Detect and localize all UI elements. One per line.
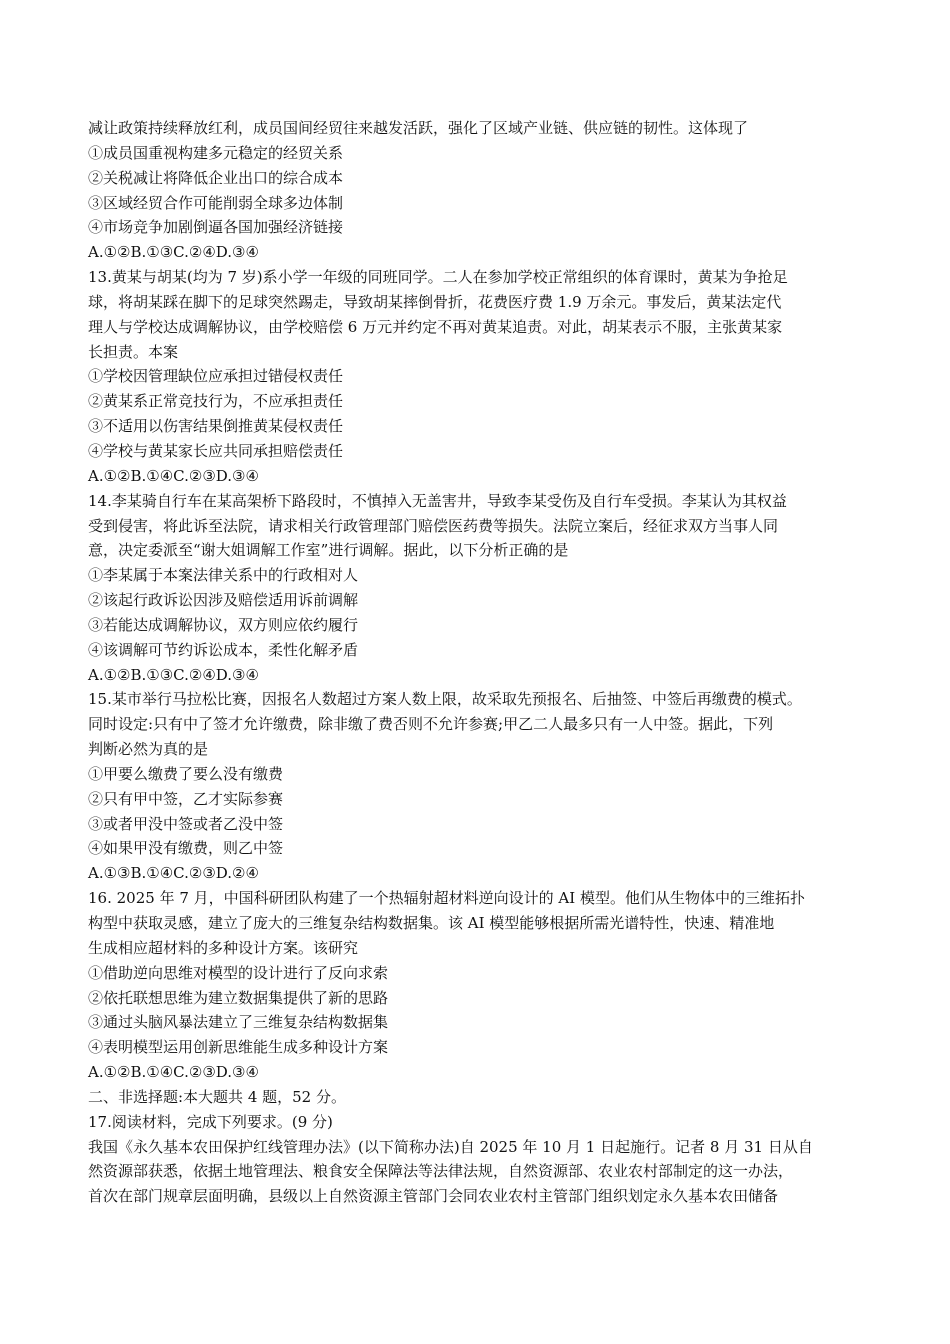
material-text: 首次在部门规章层面明确，县级以上自然资源主管部门会同农业农村主管部门组织划定永久基本农田储备 xyxy=(88,1187,779,1206)
option-line: ①成员国重视构建多元稳定的经贸关系 xyxy=(88,143,344,162)
option-line: ①学校因管理缺位应承担过错侵权责任 xyxy=(88,367,344,386)
option-line: ②只有甲中签，乙才实际参赛 xyxy=(88,789,284,808)
option-line: ④该调解可节约诉讼成本，柔性化解矛盾 xyxy=(88,640,359,659)
option-line: ②依托联想思维为建立数据集提供了新的思路 xyxy=(88,988,389,1007)
material-text: 我国《永久基本农田保护红线管理办法》(以下简称办法)自 2025 年 10 月 1 日起施行。记者 8 月 31 日从自 xyxy=(88,1137,813,1156)
question-13-text: 长担责。本案 xyxy=(88,342,179,361)
option-line: ③不适用以伤害结果倒推黄某侵权责任 xyxy=(88,417,344,436)
question-14-text: 14.李某骑自行车在某高架桥下路段时，不慎掉入无盖害井，导致李某受伤及自行车受损。李某认为其权益 xyxy=(88,491,787,510)
question-13-text: 球，将胡某踩在脚下的足球突然踢走，导致胡某摔倒骨折，花费医疗费 1.9 万余元。事发后，黄某法定代 xyxy=(88,292,782,311)
option-line: ④学校与黄某家长应共同承担赔偿责任 xyxy=(88,441,344,460)
answer-choices: A.①②B.①③C.②④D.③④ xyxy=(88,243,259,262)
answer-choices: A.①③B.①④C.②③D.②④ xyxy=(88,864,259,883)
option-line: ④市场竞争加剧倒逼各国加强经济链接 xyxy=(88,218,344,237)
question-14-text: 意，决定委派至“谢大姐调解工作室”进行调解。据此，以下分析正确的是 xyxy=(88,541,569,560)
section-heading: 二、非选择题:本大题共 4 题，52 分。 xyxy=(88,1087,346,1106)
question-15-text: 同时设定:只有中了签才允许缴费，除非缴了费否则不允许参赛;甲乙二人最多只有一人中签。据此，下列 xyxy=(88,715,774,734)
option-line: ③通过头脑风暴法建立了三维复杂结构数据集 xyxy=(88,1013,389,1032)
question-16-text: 16. 2025 年 7 月，中国科研团队构建了一个热辐射超材料逆向设计的 AI 模型。他们从生物体中的三维拓扑 xyxy=(88,889,805,908)
option-line: ③或者甲没中签或者乙没中签 xyxy=(88,814,284,833)
question-16-text: 构型中获取灵感，建立了庞大的三维复杂结构数据集。该 AI 模型能够根据所需光谱特性，快速、精准地 xyxy=(88,914,775,932)
question-14-text: 受到侵害，将此诉至法院，请求相关行政管理部门赔偿医药费等损失。法院立案后，经征求双方当事人同 xyxy=(88,516,779,535)
option-line: ②关税减让将降低企业出口的综合成本 xyxy=(88,168,344,187)
option-line: ④如果甲没有缴费，则乙中签 xyxy=(88,839,284,858)
option-line: ④表明模型运用创新思维能生成多种设计方案 xyxy=(88,1038,389,1057)
question-16-text: 生成相应超材料的多种设计方案。该研究 xyxy=(88,938,359,957)
option-line: ①甲要么缴费了要么没有缴费 xyxy=(88,764,284,783)
option-line: ②该起行政诉讼因涉及赔偿适用诉前调解 xyxy=(88,591,359,610)
option-line: ③区域经贸合作可能削弱全球多边体制 xyxy=(88,193,344,212)
question-15-text: 判断必然为真的是 xyxy=(88,740,209,759)
question-17-heading: 17.阅读材料，完成下列要求。(9 分) xyxy=(88,1112,333,1131)
option-line: ①李某属于本案法律关系中的行政相对人 xyxy=(88,566,359,585)
option-line: ②黄某系正常竞技行为，不应承担责任 xyxy=(88,392,344,411)
answer-choices: A.①②B.①④C.②③D.③④ xyxy=(88,466,259,485)
text-line: 减让政策持续释放红利，成员国间经贸往来越发活跃，强化了区域产业链、供应链的韧性。这体现了 xyxy=(88,119,749,137)
question-15-text: 15.某市举行马拉松比赛，因报名人数超过方案人数上限，故采取先预报名、后抽签、中签后再缴费的模式。 xyxy=(88,690,802,709)
option-line: ①借助逆向思维对模型的设计进行了反向求索 xyxy=(88,963,389,982)
option-line: ③若能达成调解协议，双方则应依约履行 xyxy=(88,615,359,634)
answer-choices: A.①②B.①④C.②③D.③④ xyxy=(88,1063,259,1082)
question-13-text: 13.黄某与胡某(均为 7 岁)系小学一年级的同班同学。二人在参加学校正常组织的体育课时，黄某为争抢足 xyxy=(88,268,788,287)
material-text: 然资源部获悉，依据土地管理法、粮食安全保障法等法律法规，自然资源部、农业农村部制定的这一办法， xyxy=(88,1162,794,1181)
document-page xyxy=(88,116,868,1209)
question-13-text: 理人与学校达成调解协议，由学校赔偿 6 万元并约定不再对黄某追责。对此，胡某表示不服，主张黄某家 xyxy=(88,317,783,336)
answer-choices: A.①②B.①③C.②④D.③④ xyxy=(88,665,259,684)
